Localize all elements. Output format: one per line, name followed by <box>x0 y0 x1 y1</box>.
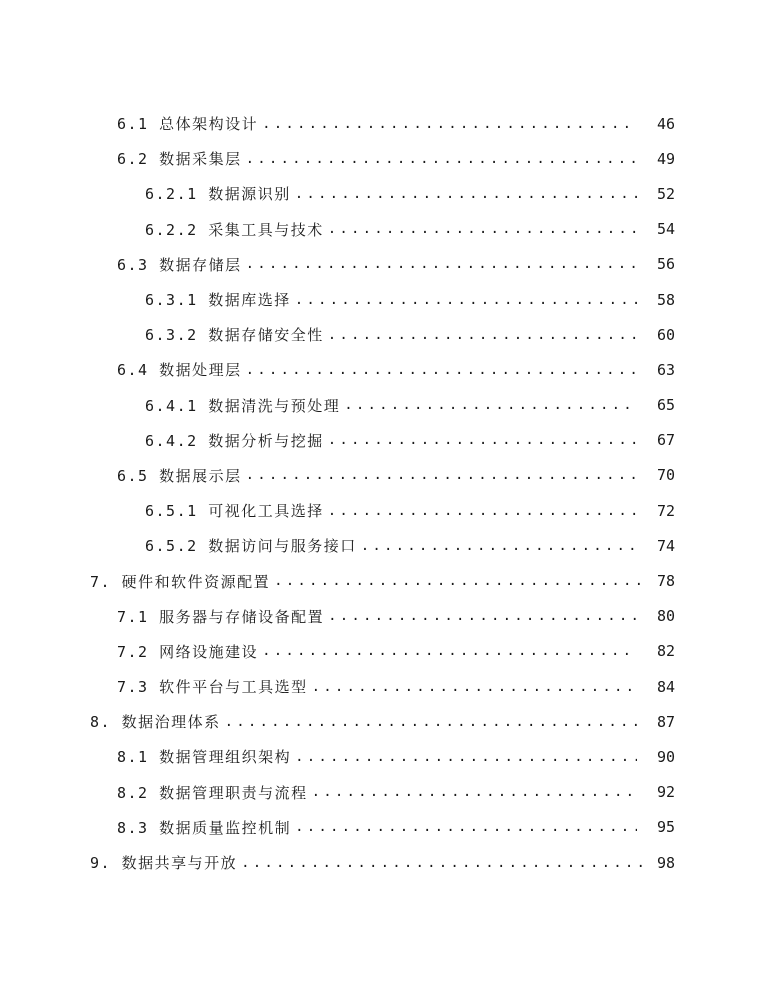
toc-entry-page-number: 84 <box>656 677 675 696</box>
toc-entry-title: 数据库选择 <box>208 291 291 310</box>
toc-entry-heading <box>117 746 295 767</box>
toc-entry-page-number: 54 <box>656 220 675 239</box>
toc-entry[interactable] <box>0 845 765 880</box>
toc-entry-title: 数据采集层 <box>159 150 242 169</box>
dot-leader <box>328 327 637 343</box>
dot-leader <box>328 503 637 519</box>
toc-entry-title: 数据治理体系 <box>121 713 221 732</box>
toc-entry-page-number: 72 <box>656 501 675 520</box>
toc-entry[interactable] <box>0 599 765 634</box>
toc-entry-page-number: 70 <box>656 466 675 485</box>
toc-entry-number: 6.5.1 <box>145 502 198 521</box>
toc-entry-page-number: 92 <box>656 783 675 802</box>
toc-entry-heading <box>90 852 241 873</box>
toc-entry[interactable] <box>0 528 765 563</box>
toc-entry-page-number: 56 <box>656 255 675 274</box>
toc-entry-page-number: 87 <box>656 712 675 731</box>
toc-entry-heading <box>145 500 328 521</box>
dot-leader <box>295 186 637 202</box>
toc-entry-page-number: 49 <box>656 149 675 168</box>
dot-leader <box>312 784 637 800</box>
toc-entry-number: 6.3 <box>117 255 149 274</box>
toc-entry-heading <box>145 183 295 204</box>
toc-entry-title: 数据访问与服务接口 <box>208 537 357 556</box>
toc-entry-number: 6.4.1 <box>145 396 198 415</box>
toc-entry-title: 数据清洗与预处理 <box>208 396 341 415</box>
dot-leader <box>312 679 637 695</box>
toc-entry-number: 8. <box>90 713 112 732</box>
toc-entry-page-number: 52 <box>656 184 675 203</box>
dot-leader <box>225 714 643 730</box>
toc-entry-heading <box>145 289 295 310</box>
toc-entry-number: 8.3 <box>117 818 149 837</box>
toc-entry[interactable] <box>0 352 765 387</box>
toc-entry-number: 6.3.1 <box>145 291 198 310</box>
toc-entry-page-number: 63 <box>656 360 675 379</box>
toc-entry-number: 7.3 <box>117 678 149 697</box>
toc-entry-heading <box>117 254 246 275</box>
toc-entry-title: 数据展示层 <box>159 466 242 485</box>
toc-entry-title: 可视化工具选择 <box>208 502 324 521</box>
toc-entry[interactable] <box>0 212 765 247</box>
dot-leader <box>295 749 637 765</box>
toc-entry-title: 总体架构设计 <box>159 115 259 134</box>
dot-leader <box>241 855 643 871</box>
toc-entry-heading <box>117 359 246 380</box>
toc-entry-page-number: 78 <box>656 572 675 591</box>
toc-entry[interactable] <box>0 669 765 704</box>
toc-entry-title: 采集工具与技术 <box>208 220 324 239</box>
toc-entry-page-number: 95 <box>656 818 675 837</box>
toc-entry-heading <box>145 430 328 451</box>
toc-entry-heading <box>117 465 246 486</box>
toc-entry[interactable] <box>0 317 765 352</box>
toc-entry-heading <box>117 148 246 169</box>
dot-leader <box>328 432 637 448</box>
toc-entry-title: 数据存储安全性 <box>208 326 324 345</box>
dot-leader <box>361 538 637 554</box>
toc-entry[interactable] <box>0 458 765 493</box>
dot-leader <box>344 397 637 413</box>
toc-entry-page-number: 65 <box>656 396 675 415</box>
toc-entry[interactable] <box>0 739 765 774</box>
toc-entry-heading <box>117 782 312 803</box>
toc-entry[interactable] <box>0 775 765 810</box>
toc-entry[interactable] <box>0 106 765 141</box>
toc-entry-title: 数据管理组织架构 <box>159 748 292 767</box>
toc-entry-title: 硬件和软件资源配置 <box>121 572 271 591</box>
toc-entry[interactable] <box>0 388 765 423</box>
toc-entry-page-number: 82 <box>656 642 675 661</box>
toc-entry-page-number: 90 <box>656 747 675 766</box>
toc-entry-number: 6.4.2 <box>145 431 198 450</box>
dot-leader <box>295 819 637 835</box>
toc-entry-page-number: 60 <box>656 325 675 344</box>
toc-entry-heading <box>117 113 262 134</box>
toc-entry-number: 6.3.2 <box>145 326 198 345</box>
toc-entry-number: 7.1 <box>117 607 149 626</box>
toc-entry-title: 软件平台与工具选型 <box>159 678 308 697</box>
toc-entry-title: 数据管理职责与流程 <box>159 783 308 802</box>
toc-entry-page-number: 74 <box>656 536 675 555</box>
toc-entry-heading <box>145 395 344 416</box>
toc-entry-heading <box>145 535 361 556</box>
toc-entry-title: 网络设施建设 <box>159 642 259 661</box>
toc-entry-number: 6.5.2 <box>145 537 198 556</box>
dot-leader <box>246 362 637 378</box>
toc-entry[interactable] <box>0 704 765 739</box>
toc-entry[interactable] <box>0 423 765 458</box>
toc-entry-heading <box>117 676 312 697</box>
toc-entry-page-number: 67 <box>656 431 675 450</box>
toc-entry-title: 数据质量监控机制 <box>159 818 292 837</box>
toc-entry-number: 7. <box>90 572 112 591</box>
toc-entry-page-number: 58 <box>656 290 675 309</box>
toc-entry-title: 数据存储层 <box>159 255 242 274</box>
toc-entry-heading <box>90 711 225 732</box>
toc-entry-heading <box>117 606 328 627</box>
toc-entry-number: 8.1 <box>117 748 149 767</box>
dot-leader <box>262 643 637 659</box>
toc-entry-number: 6.2 <box>117 150 149 169</box>
toc-entry-title: 数据共享与开放 <box>121 854 238 873</box>
dot-leader <box>328 221 637 237</box>
dot-leader <box>274 573 643 589</box>
toc-entry-title: 数据分析与挖掘 <box>208 431 324 450</box>
toc-entry[interactable] <box>0 810 765 845</box>
toc-entry-title: 数据源识别 <box>208 185 291 204</box>
toc-entry[interactable] <box>0 563 765 598</box>
dot-leader <box>328 608 637 624</box>
toc-entry-number: 6.1 <box>117 115 149 134</box>
toc-entry-number: 6.2.1 <box>145 185 198 204</box>
toc-entry-heading <box>117 817 295 838</box>
toc-entry-page-number: 98 <box>656 853 675 872</box>
toc-entry[interactable] <box>0 176 765 211</box>
dot-leader <box>246 256 637 272</box>
toc-entry[interactable] <box>0 141 765 176</box>
toc-entry-title: 服务器与存储设备配置 <box>159 607 325 626</box>
toc-entry-number: 6.5 <box>117 466 149 485</box>
toc-entry[interactable] <box>0 634 765 669</box>
toc-entry[interactable] <box>0 493 765 528</box>
toc-entry-heading <box>117 641 262 662</box>
toc-entry[interactable] <box>0 247 765 282</box>
toc-entry-number: 6.2.2 <box>145 220 198 239</box>
toc-entry-page-number: 80 <box>656 607 675 626</box>
toc-entry-number: 7.2 <box>117 642 149 661</box>
toc-entry-heading <box>90 571 274 592</box>
dot-leader <box>246 151 637 167</box>
toc-entry-page-number: 46 <box>656 114 675 133</box>
dot-leader <box>295 292 637 308</box>
toc-entry-number: 9. <box>90 854 112 873</box>
toc-entry-heading <box>145 219 328 240</box>
toc-entry-heading <box>145 324 328 345</box>
toc-entry-number: 6.4 <box>117 361 149 380</box>
toc-entry-title: 数据处理层 <box>159 361 242 380</box>
toc-entry[interactable] <box>0 282 765 317</box>
table-of-contents <box>0 106 765 880</box>
dot-leader <box>246 467 637 483</box>
toc-entry-number: 8.2 <box>117 783 149 802</box>
dot-leader <box>262 116 637 132</box>
